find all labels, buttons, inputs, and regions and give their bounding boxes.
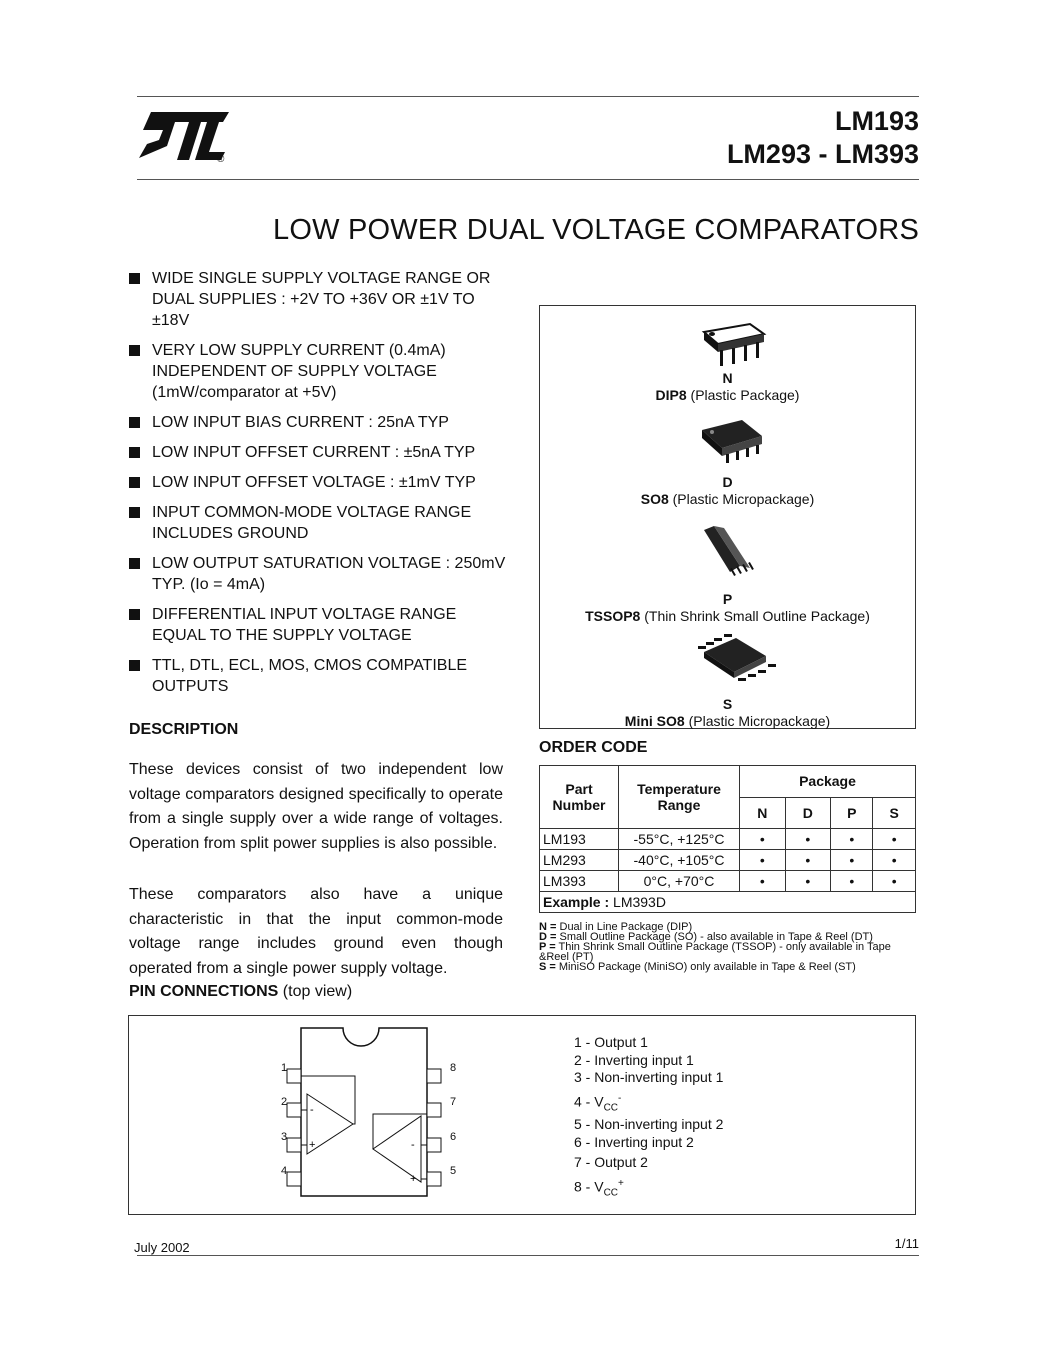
pin-connections-heading [129, 983, 352, 1001]
footnote-key: S = [539, 961, 556, 973]
pin-function [574, 1090, 723, 1117]
cell-bullet: • [831, 850, 873, 871]
pin-number-right: 7 [450, 1096, 457, 1108]
pinout-diagram [279, 1024, 469, 1199]
pin-function: 6 - Inverting input 2 [574, 1133, 694, 1150]
cell-bullet: • [873, 850, 916, 871]
footnote [539, 942, 919, 962]
col-pkg-s: S [873, 797, 916, 829]
vcc-subscript: CC [603, 1187, 619, 1199]
cell-bullet: • [740, 871, 786, 892]
col-pkg-d: D [785, 797, 831, 829]
feature-item: INPUT COMMON-MODE VOLTAGE RANGE INCLUDES GROUND [129, 502, 509, 544]
package-code: S [722, 696, 733, 712]
part-number-line2: LM293 - LM393 [726, 139, 919, 169]
feature-item: WIDE SINGLE SUPPLY VOLTAGE RANGE OR DUAL SUPPLIES : +2V TO +36V OR ±1V TO ±18V [129, 268, 509, 331]
package-code: D [722, 474, 733, 490]
package-name: Mini SO8 [624, 713, 685, 729]
pin-number-left: 4 [281, 1165, 288, 1177]
cell-part: LM193 [540, 829, 619, 850]
table-row [540, 850, 916, 871]
table-row [540, 871, 916, 892]
package-desc: (Plastic Micropackage) [684, 713, 831, 729]
registered-mark: ® [217, 154, 225, 165]
pin-function-text: 4 - V [574, 1093, 604, 1110]
col-pkg-p: P [831, 797, 873, 829]
col-pkg-n: N [740, 797, 786, 829]
page-number: 1/11 [894, 1236, 919, 1251]
package-desc: (Thin Shrink Small Outline Package) [640, 608, 870, 624]
package-label-n [540, 370, 915, 404]
feature-item: DIFFERENTIAL INPUT VOLTAGE RANGE EQUAL TO THE SUPPLY VOLTAGE [129, 604, 509, 646]
example-row [540, 892, 916, 913]
pin-number-right: 6 [450, 1131, 457, 1143]
pin-function-list [574, 1034, 723, 1202]
tssop8-package-icon [700, 524, 760, 580]
feature-item: LOW INPUT OFFSET CURRENT : ±5nA TYP [129, 442, 509, 463]
svg-text:-: - [310, 1104, 314, 1116]
pin-number-right: 5 [450, 1165, 457, 1177]
top-rule [137, 96, 919, 97]
cell-bullet: • [785, 829, 831, 850]
package-box [539, 305, 916, 729]
cell-bullet: • [785, 850, 831, 871]
footnote-key: N = [539, 921, 557, 933]
pin-function: 5 - Non-inverting input 2 [574, 1116, 724, 1133]
pin-connections-box [128, 1015, 916, 1215]
feature-item: LOW OUTPUT SATURATION VOLTAGE : 250mV TYP. (Io = 4mA) [129, 553, 509, 595]
cell-bullet: • [740, 829, 786, 850]
cell-temp: -55°C, +125°C [619, 829, 740, 850]
pin-function: 7 - Output 2 [574, 1154, 648, 1171]
footnote [539, 962, 919, 972]
order-code-table [539, 765, 916, 913]
package-label-d [540, 474, 915, 508]
pin-connections-title: PIN CONNECTIONS [129, 983, 279, 1000]
description-paragraph-1: These devices consist of two independent low voltage comparators designed specifically to operate from a single supply over a wide range of voltages. Operation from split power supplies is also possible. [129, 761, 503, 852]
st-logo [137, 108, 237, 168]
dip8-package-icon [698, 322, 768, 370]
footer-rule [137, 1255, 919, 1256]
vcc-plus: + [618, 1177, 624, 1189]
example-value: LM393D [609, 894, 666, 910]
order-code-heading: ORDER CODE [539, 739, 648, 756]
feature-list [129, 268, 509, 706]
col-part-number: Part Number [540, 766, 619, 829]
package-desc: (Plastic Micropackage) [668, 491, 815, 507]
package-footnotes [539, 922, 919, 972]
pin-function: 3 - Non-inverting input 1 [574, 1069, 724, 1085]
package-code: N [722, 370, 733, 386]
footer-date: July 2002 [134, 1240, 190, 1255]
pin-function [574, 1175, 723, 1202]
footnote-text: MiniSO Package (MiniSO) only available in Tape & Reel (ST) [555, 961, 856, 973]
page-title: LOW POWER DUAL VOLTAGE COMPARATORS [273, 214, 919, 246]
footnote-text: Small Outline Package (SO) - also available in Tape & Reel (DT) [556, 931, 873, 943]
pin-number-left: 1 [281, 1062, 288, 1074]
description-paragraph-2: These comparators also have a unique characteristic in that the input common-mode voltage range includes ground even though operated from a single power supply voltage. [129, 886, 503, 977]
footnote-key: D = [539, 931, 557, 943]
cell-part: LM293 [540, 850, 619, 871]
cell-bullet: • [785, 871, 831, 892]
feature-item: LOW INPUT BIAS CURRENT : 25nA TYP [129, 412, 509, 433]
example-cell [540, 892, 916, 913]
package-code: P [722, 591, 733, 607]
minisop8-package-icon [690, 632, 780, 688]
footnote-key: P = [539, 941, 556, 953]
pin-number-right: 8 [450, 1062, 457, 1074]
cell-part: LM393 [540, 871, 619, 892]
description-heading: DESCRIPTION [129, 721, 239, 738]
pin-function-text: 8 - V [574, 1178, 604, 1195]
feature-item: TTL, DTL, ECL, MOS, CMOS COMPATIBLE OUTPUTS [129, 655, 509, 697]
pin-function: 1 - Output 1 [574, 1034, 648, 1050]
package-name: TSSOP8 [585, 608, 641, 624]
package-name: SO8 [640, 491, 669, 507]
package-name: DIP8 [655, 387, 687, 403]
package-desc: (Plastic Package) [686, 387, 800, 403]
cell-bullet: • [831, 829, 873, 850]
pin-number-left: 2 [281, 1096, 288, 1108]
header-rule [137, 179, 919, 180]
col-temperature: Temperature Range [619, 766, 740, 829]
pin-connections-subtitle: (top view) [282, 983, 353, 1000]
vcc-subscript: CC [603, 1101, 619, 1113]
part-number-line1: LM193 [834, 106, 919, 136]
svg-text:+: + [410, 1173, 417, 1185]
cell-temp: 0°C, +70°C [619, 871, 740, 892]
package-label-p [540, 591, 915, 625]
vcc-minus: - [618, 1092, 622, 1104]
cell-bullet: • [740, 850, 786, 871]
cell-temp: -40°C, +105°C [619, 850, 740, 871]
footnote-text: Dual in Line Package (DIP) [556, 921, 693, 933]
table-row [540, 829, 916, 850]
svg-text:+: + [309, 1139, 316, 1151]
so8-package-icon [698, 416, 768, 468]
cell-bullet: • [873, 829, 916, 850]
cell-bullet: • [873, 871, 916, 892]
package-label-s [540, 696, 915, 730]
example-label: Example : [543, 894, 610, 910]
pin-number-left: 3 [281, 1131, 288, 1143]
feature-item: LOW INPUT OFFSET VOLTAGE : ±1mV TYP [129, 472, 509, 493]
pin-function: 2 - Inverting input 1 [574, 1051, 694, 1068]
svg-text:-: - [411, 1139, 415, 1151]
feature-item: VERY LOW SUPPLY CURRENT (0.4mA) INDEPENDENT OF SUPPLY VOLTAGE (1mW/comparator at +5V) [129, 340, 509, 403]
cell-bullet: • [831, 871, 873, 892]
footnote-text: Thin Shrink Small Outline Package (TSSOP) - only available in Tape &Reel (PT) [539, 941, 891, 963]
col-package: Package [740, 766, 916, 798]
